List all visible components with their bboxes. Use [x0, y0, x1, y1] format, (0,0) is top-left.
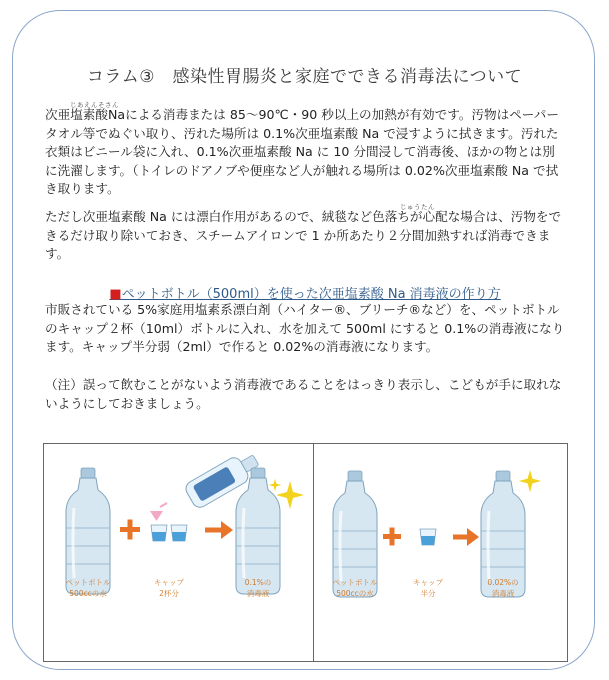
illustration-svg	[43, 443, 568, 662]
red-square-marker: ■	[109, 287, 122, 302]
left-water-bottle	[66, 468, 110, 594]
paragraph-bleach-caution: ただし次亜塩素酸 Na には漂白作用があるので、絨毯など色落ちが心配な場合は、汚物をできるだけ取り除いておき、スチームアイロンで 1 か所あたり２分間加熱すれば消毒できます。	[45, 209, 562, 261]
furigana-juutan: じゅうたん	[400, 203, 435, 211]
label-line: キャップ	[413, 578, 443, 587]
label-line: 消毒液	[246, 589, 270, 598]
arrow-right-icon	[205, 521, 233, 539]
cap-cup-icon	[151, 525, 167, 541]
cap-cup-icon	[420, 529, 436, 545]
cap-cup-icon	[171, 525, 187, 541]
plus-icon	[120, 520, 140, 540]
label-line: ペットボトル	[332, 578, 378, 587]
subheading-text: ペットボトル（500ml）を使った次亜塩素酸 Na 消毒液の作り方	[121, 287, 501, 302]
left-cap-label	[154, 578, 184, 598]
label-line: 0.02%の	[487, 578, 519, 587]
subheading	[45, 283, 565, 302]
result-bottle	[236, 468, 280, 594]
right-cap-label	[413, 578, 443, 598]
furigana-jiaensosan: じあえんそさん	[70, 101, 119, 109]
label-line: ペットボトル	[65, 578, 111, 587]
column-title: コラム③ 感染性胃腸炎と家庭でできる消毒法について	[86, 67, 523, 87]
paragraph-note: （注）誤って飲むことがないよう消毒液であることをはっきり表示し、こどもが手に取れないようにしておきましょう。	[45, 377, 562, 411]
label-line: 消毒液	[491, 589, 515, 598]
label-line: 半分	[420, 589, 436, 598]
sparkle-icon	[269, 479, 282, 492]
paragraph-recipe: 市販されている 5%家庭用塩素系漂白剤（ハイター®、ブリーチ®など）を、ペットボトルのキャップ２杯（10ml）ボトルに入れ、水を加えて 500ml にすると 0.1%の消毒液になります。キャップ半分弱（2ml）で作ると 0.02%の消毒液になります。	[45, 302, 565, 354]
plus-icon	[383, 528, 401, 546]
label-line: 500ccの水	[336, 589, 374, 598]
sparkle-icon	[519, 470, 541, 492]
drip-funnel-icon	[150, 503, 167, 521]
arrow-right-icon	[453, 528, 479, 546]
label-line: 2杯分	[159, 589, 179, 598]
label-line: 500ccの水	[69, 589, 107, 598]
label-line: 0.1%の	[244, 578, 272, 587]
label-line: キャップ	[154, 578, 184, 587]
paragraph-disinfection-method: 次亜塩素酸Naによる消毒または 85～90℃・90 秒以上の加熱が有効です。汚物はペーパータオル等でぬぐい取り、汚れた場所は 0.1%次亜塩素酸 Na で浸すように拭きます。汚れた衣類はビニール袋に入れ、0.1%次亜塩素酸 Na に 10 分間浸して消毒後、ほかの物とは別に洗濯します。（トイレのドアノブや便座など人が触れる場所は 0.02%次亜塩素酸 Na で拭き取ります。	[45, 107, 559, 196]
